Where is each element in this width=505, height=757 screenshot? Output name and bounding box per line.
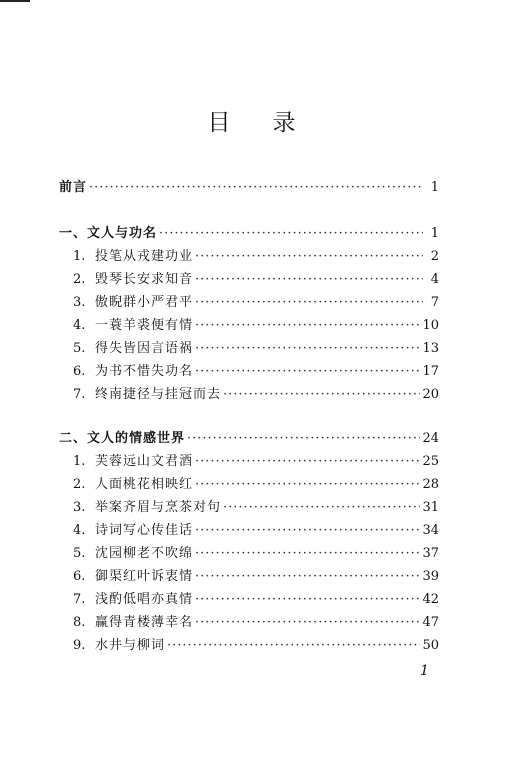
toc-item[interactable] [73, 634, 439, 652]
leader-dots [167, 638, 420, 653]
toc-page-number: 28 [422, 477, 439, 492]
leader-dots [195, 523, 420, 538]
leader-dots [195, 569, 420, 584]
toc-entry-text: 诗词写心传佳话 [95, 523, 194, 538]
toc-entry-text: 赢得青楼薄幸名 [95, 615, 194, 630]
toc-item-number: 3. [73, 295, 86, 310]
toc-page-number: 34 [422, 523, 439, 538]
toc-page-number: 2 [430, 249, 439, 264]
leader-dots [223, 387, 420, 402]
toc-item[interactable] [73, 291, 439, 309]
toc-item[interactable] [73, 519, 439, 537]
toc-entry-text: 前言 [59, 180, 88, 195]
toc-item[interactable] [73, 588, 439, 606]
toc-item-number: 4. [73, 318, 86, 333]
leader-dots [195, 341, 420, 356]
toc-page-number: 17 [422, 364, 439, 379]
toc-item-number: 1. [73, 454, 86, 469]
toc-page-number: 39 [422, 569, 439, 584]
toc-item[interactable] [73, 611, 439, 629]
toc-section-2[interactable] [59, 427, 439, 445]
scan-corner-mark [0, 0, 30, 2]
leader-dots [195, 477, 420, 492]
leader-dots [195, 615, 420, 630]
toc-entry-text: 二、文人的情感世界 [59, 431, 186, 446]
toc-page-number: 7 [430, 295, 439, 310]
toc-page-number: 20 [422, 387, 439, 402]
toc-entry-text: 御渠红叶诉衷情 [95, 569, 194, 584]
page-title [0, 104, 505, 137]
toc-entry-text: 傲睨群小严君平 [95, 295, 194, 310]
leader-dots [195, 318, 420, 333]
toc-item-number: 1. [73, 249, 86, 264]
toc-entry-text: 终南捷径与挂冠而去 [95, 387, 222, 402]
toc-entry-text: 得失皆因言语祸 [95, 341, 194, 356]
toc-entry-text: 沈园柳老不吹绵 [95, 546, 194, 561]
title-char-1: 目 [207, 110, 233, 136]
leader-dots [195, 546, 420, 561]
toc-page-number: 37 [422, 546, 439, 561]
toc-item[interactable] [73, 245, 439, 263]
leader-dots [195, 592, 420, 607]
toc-entry-text: 一蓑羊裘便有情 [95, 318, 194, 333]
toc-item-number: 6. [73, 364, 86, 379]
toc-page-number: 42 [422, 592, 439, 607]
toc-entry-text: 投笔从戎建功业 [95, 249, 194, 264]
toc-page-number: 1 [430, 180, 439, 195]
toc-entry-text: 水井与柳词 [95, 638, 166, 653]
toc-page-number: 24 [422, 431, 439, 446]
toc-entry-text: 举案齐眉与烹茶对句 [95, 500, 222, 515]
toc-item-number: 8. [73, 615, 86, 630]
leader-dots [159, 226, 423, 241]
toc-page-number: 50 [422, 638, 439, 653]
toc-item-number: 3. [73, 500, 86, 515]
toc-item[interactable] [73, 383, 439, 401]
toc-item[interactable] [73, 565, 439, 583]
toc-entry-preface[interactable] [59, 176, 439, 194]
toc-item-number: 7. [73, 592, 86, 607]
toc-entry-text: 芙蓉远山文君酒 [95, 454, 194, 469]
toc-item[interactable] [73, 314, 439, 332]
toc-item-number: 5. [73, 546, 86, 561]
toc-item-number: 9. [73, 638, 86, 653]
toc-item[interactable] [73, 360, 439, 378]
toc-item[interactable] [73, 337, 439, 355]
toc-item-number: 4. [73, 523, 86, 538]
toc-item-number: 2. [73, 272, 86, 287]
toc-item[interactable] [73, 542, 439, 560]
toc-page-number: 1 [430, 226, 439, 241]
toc-page-number: 10 [422, 318, 439, 333]
toc-page-number: 47 [422, 615, 439, 630]
title-char-2: 录 [272, 110, 298, 136]
toc-item-number: 7. [73, 387, 86, 402]
leader-dots [89, 180, 423, 195]
toc-item[interactable] [73, 268, 439, 286]
toc-entry-text: 为书不惜失功名 [95, 364, 194, 379]
leader-dots [195, 454, 420, 469]
toc-entry-text: 浅酌低唱亦真情 [95, 592, 194, 607]
leader-dots [195, 272, 423, 287]
leader-dots [187, 431, 420, 446]
page-number: 1 [420, 663, 429, 679]
leader-dots [195, 364, 420, 379]
toc-page-number: 25 [422, 454, 439, 469]
toc-entry-text: 人面桃花相映红 [95, 477, 194, 492]
toc-entry-text: 毁琴长安求知音 [95, 272, 194, 287]
leader-dots [223, 500, 420, 515]
toc-section-1[interactable] [59, 222, 439, 240]
leader-dots [195, 295, 423, 310]
toc-entry-text: 一、文人与功名 [59, 226, 158, 241]
toc-item-number: 6. [73, 569, 86, 584]
toc-item-number: 2. [73, 477, 86, 492]
toc-item[interactable] [73, 496, 439, 514]
toc-item[interactable] [73, 450, 439, 468]
toc-page-number: 4 [430, 272, 439, 287]
toc-item-number: 5. [73, 341, 86, 356]
leader-dots [195, 249, 423, 264]
toc-item[interactable] [73, 473, 439, 491]
toc-page-number: 31 [422, 500, 439, 515]
toc-page-number: 13 [422, 341, 439, 356]
